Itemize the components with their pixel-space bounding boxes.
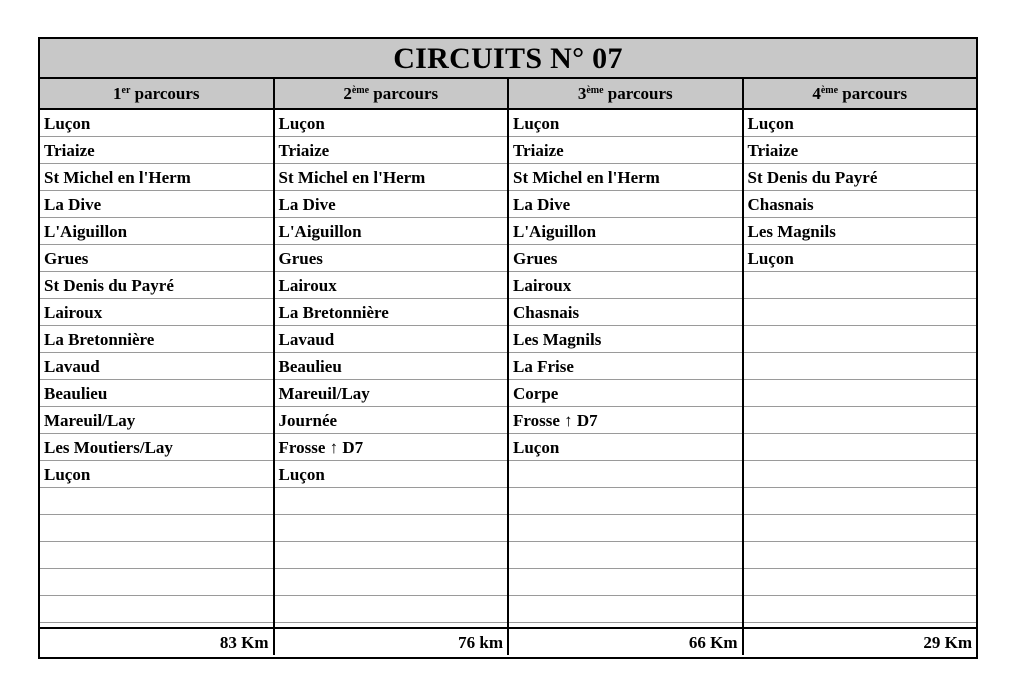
stop-cell: St Michel en l'Herm [275, 164, 508, 191]
stop-cell: La Dive [40, 191, 273, 218]
header-number: 2 [343, 84, 352, 103]
stop-cell: Lavaud [40, 353, 273, 380]
stop-cell [509, 488, 742, 515]
stop-cell: Journée [275, 407, 508, 434]
page-title: CIRCUITS N° 07 [40, 39, 976, 79]
stop-cell: St Denis du Payré [744, 164, 977, 191]
route-column-4 [744, 110, 977, 655]
column-header-3 [509, 79, 744, 108]
stop-cell: Mareuil/Lay [275, 380, 508, 407]
stop-cell: Les Magnils [744, 218, 977, 245]
stop-cell: Chasnais [509, 299, 742, 326]
stop-cell: Luçon [744, 245, 977, 272]
stop-cell [509, 515, 742, 542]
stop-cell [275, 542, 508, 569]
stop-cell: Grues [275, 245, 508, 272]
stop-cell: Chasnais [744, 191, 977, 218]
stop-cell: Frosse ↑ D7 [275, 434, 508, 461]
stop-cell: Luçon [744, 110, 977, 137]
stop-cell [40, 569, 273, 596]
stop-cell: Mareuil/Lay [40, 407, 273, 434]
stop-cell: Beaulieu [275, 353, 508, 380]
header-ordinal-suffix: ème [586, 85, 604, 96]
stop-cell: Grues [509, 245, 742, 272]
header-row [40, 79, 976, 110]
header-label: parcours [607, 84, 673, 103]
stop-cell [275, 569, 508, 596]
stop-cell [40, 596, 273, 623]
header-number: 1 [113, 84, 122, 103]
stop-cell [744, 326, 977, 353]
stop-cell: Les Moutiers/Lay [40, 434, 273, 461]
stop-cell: Beaulieu [40, 380, 273, 407]
stop-cell [40, 515, 273, 542]
stop-cell: Frosse ↑ D7 [509, 407, 742, 434]
stop-cell: L'Aiguillon [509, 218, 742, 245]
column-header-2 [275, 79, 510, 108]
stop-cell: Luçon [509, 110, 742, 137]
header-ordinal-suffix: ème [820, 85, 839, 96]
stop-cell: La Frise [509, 353, 742, 380]
route-column-1 [40, 110, 275, 655]
stop-cell [744, 380, 977, 407]
stop-cell: St Michel en l'Herm [40, 164, 273, 191]
stop-cell: Grues [40, 245, 273, 272]
stop-cell [744, 488, 977, 515]
stop-cell: La Dive [509, 191, 742, 218]
stop-cell: Lairoux [40, 299, 273, 326]
stop-cell: Lavaud [275, 326, 508, 353]
stop-cell: Triaize [40, 137, 273, 164]
stop-cell [275, 515, 508, 542]
stop-cell [509, 569, 742, 596]
stop-cell: Luçon [40, 110, 273, 137]
stop-cell [509, 596, 742, 623]
stop-cell [40, 542, 273, 569]
stop-cell [509, 461, 742, 488]
stop-cell [744, 596, 977, 623]
stop-cell: Triaize [509, 137, 742, 164]
stop-cell [509, 542, 742, 569]
stop-cell: La Dive [275, 191, 508, 218]
stop-cell: Triaize [275, 137, 508, 164]
stop-cell: L'Aiguillon [275, 218, 508, 245]
stop-cell [744, 515, 977, 542]
routes-table [40, 110, 976, 655]
circuits-sheet [38, 37, 978, 659]
stop-cell [744, 272, 977, 299]
stop-cell: Lairoux [509, 272, 742, 299]
stop-cell [744, 569, 977, 596]
stop-cell: Corpe [509, 380, 742, 407]
header-number: 4 [812, 84, 821, 103]
stop-cell [744, 461, 977, 488]
header-label: parcours [373, 84, 439, 103]
stop-cell [744, 299, 977, 326]
stop-cell [744, 407, 977, 434]
header-ordinal-suffix: ème [351, 85, 370, 96]
route-column-2 [275, 110, 510, 655]
stop-cell: Luçon [275, 110, 508, 137]
route-distance: 29 Km [744, 627, 977, 655]
column-header-1 [40, 79, 275, 108]
route-distance: 66 Km [509, 627, 742, 655]
stop-cell: Luçon [275, 461, 508, 488]
route-distance: 76 km [275, 627, 508, 655]
stop-cell: Triaize [744, 137, 977, 164]
stop-cell: Lairoux [275, 272, 508, 299]
stop-cell [40, 488, 273, 515]
stop-cell: Les Magnils [509, 326, 742, 353]
stop-cell: St Denis du Payré [40, 272, 273, 299]
stop-cell: La Bretonnière [40, 326, 273, 353]
stop-cell: L'Aiguillon [40, 218, 273, 245]
stop-cell: La Bretonnière [275, 299, 508, 326]
stop-cell [275, 488, 508, 515]
stop-cell: St Michel en l'Herm [509, 164, 742, 191]
stop-cell [275, 596, 508, 623]
stop-cell [744, 434, 977, 461]
stop-cell [744, 542, 977, 569]
stop-cell [744, 353, 977, 380]
header-label: parcours [134, 84, 200, 103]
route-column-3 [509, 110, 744, 655]
column-header-4 [744, 79, 977, 108]
header-label: parcours [842, 84, 908, 103]
stop-cell: Luçon [40, 461, 273, 488]
stop-cell: Luçon [509, 434, 742, 461]
header-number: 3 [577, 84, 587, 103]
route-distance: 83 Km [40, 627, 273, 655]
header-ordinal-suffix: er [121, 85, 131, 96]
